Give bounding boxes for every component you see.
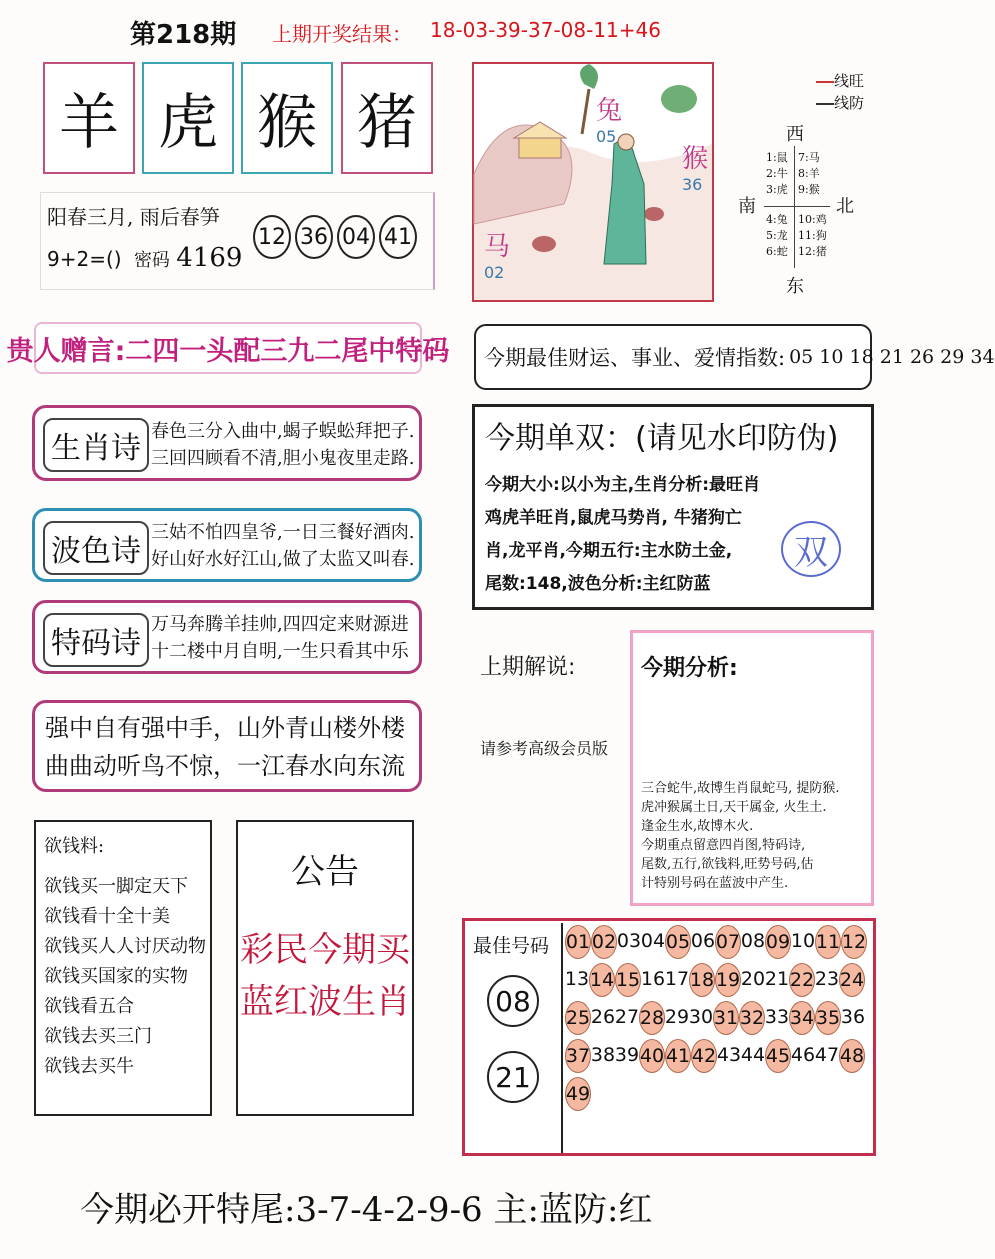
shrub-shape: [644, 207, 664, 221]
compass-cell: 7:马: [798, 151, 820, 164]
wave-poem-box: [32, 508, 422, 582]
oddeven-line: 今期大小:以小为主,生肖分析:最旺肖: [485, 475, 761, 495]
legend-down-text: 线防: [834, 94, 865, 112]
money-title: 欲钱料:: [44, 836, 105, 857]
grid-number: 01: [565, 925, 591, 959]
grid-number: 40: [639, 1039, 665, 1073]
zodiac-poem-tag: 生肖诗: [43, 418, 149, 472]
grid-number: 45: [765, 1039, 791, 1073]
grid-number: 36: [840, 1006, 866, 1028]
best-numbers-box: [462, 918, 876, 1156]
picture-number: 05: [596, 127, 617, 146]
zodiac-picture: [472, 62, 714, 302]
grid-number: 29: [664, 1006, 690, 1028]
grid-number: 05: [665, 925, 691, 959]
picture-zodiac: 猴: [682, 144, 709, 174]
poem-line: 春色三分入曲中,蝎子蜈蚣拜把子.: [151, 421, 415, 442]
index-numbers: 05 10 18 21 26 29 34: [789, 346, 995, 368]
grid-number: 37: [565, 1039, 591, 1073]
notice-line: 彩民今期买: [240, 930, 410, 970]
number-grid: [561, 923, 873, 1153]
best-pick-1: [487, 975, 539, 1027]
riddle-number: 36: [295, 215, 333, 259]
zodiac-poem-box: [32, 405, 422, 481]
compass-cell: 4:兔: [766, 213, 788, 226]
grid-number: 24: [839, 963, 865, 997]
shrub-shape: [661, 85, 697, 113]
grid-number: 43: [716, 1044, 742, 1066]
grid-number: 33: [764, 1006, 790, 1028]
footer-special-tail: 今期必开特尾:3-7-4-2-9-6 主:蓝防:红: [80, 1190, 653, 1230]
money-item: 欲钱看十全十美: [44, 906, 170, 927]
analysis-line: 三合蛇牛,故博生肖鼠蛇马, 提防猴.: [641, 781, 840, 796]
legend-up: [816, 70, 864, 91]
period-title: 第218期: [130, 20, 237, 50]
best-pick-value: 08: [495, 984, 531, 1018]
grid-number: 42: [691, 1039, 717, 1073]
compass-panel: [730, 70, 880, 300]
analysis-line: 尾数,五行,欲钱料,旺势号码,估: [641, 857, 814, 872]
oddeven-title: 今期单双：(请见水印防伪): [485, 421, 839, 456]
grid-number: 20: [740, 968, 766, 990]
best-pick-value: 21: [495, 1060, 531, 1094]
last-analysis-title: 上期解说:: [480, 655, 576, 680]
grid-number: 22: [789, 963, 815, 997]
special-poem-tag: 特码诗: [43, 613, 149, 667]
picture-zodiac: 马: [484, 232, 511, 262]
last-analysis-note: 请参考高级会员版: [480, 739, 609, 758]
zodiac-poem-text: [151, 418, 414, 472]
legend-up-text: 线旺: [834, 72, 865, 90]
grid-number: 16: [640, 968, 666, 990]
password-label: 密码: [133, 250, 170, 271]
poem-line: 万马奔腾羊挂帅,四四定来财源进: [151, 614, 409, 635]
grid-number: 02: [591, 925, 617, 959]
grid-number: 27: [614, 1006, 640, 1028]
grid-number: 17: [664, 968, 690, 990]
couplet-box: [32, 700, 422, 792]
poem-line: 十二楼中月自明,一生只看其中乐: [151, 641, 409, 662]
compass-cell: 5:龙: [766, 229, 788, 242]
current-analysis-title: 今期分析:: [641, 656, 738, 681]
grid-number: 39: [614, 1044, 640, 1066]
grid-number: 23: [814, 968, 840, 990]
watermark-text: 双: [794, 532, 828, 573]
grid-number: 31: [713, 1001, 739, 1035]
riddle-line2: [47, 243, 242, 273]
money-item: 欲钱买国家的实物: [44, 966, 188, 987]
grid-number: 46: [790, 1044, 816, 1066]
compass-south: 南: [738, 196, 756, 217]
riddle-equation: 9+2=(): [47, 247, 122, 271]
compass-cell: 11:狗: [798, 229, 827, 242]
grid-number: 10: [790, 930, 816, 952]
grid-number: 06: [690, 930, 716, 952]
analysis-line: 虎冲猴属土日,天干属金, 火生土.: [641, 800, 827, 815]
compass-cell: 3:虎: [766, 183, 788, 196]
oddeven-box: [472, 404, 874, 610]
password-value: 4169: [176, 243, 243, 273]
riddle-panel: [40, 192, 435, 290]
shrub-shape: [532, 236, 556, 252]
notice-line: 蓝红波生肖: [240, 982, 410, 1022]
grid-number: 41: [665, 1039, 691, 1073]
compass-cell: 10:鸡: [798, 213, 827, 226]
last-result-value: 18-03-39-37-08-11+46: [430, 18, 661, 42]
compass-cell: 8:羊: [798, 167, 820, 180]
money-box: [34, 820, 212, 1116]
compass-bottom-left: [766, 212, 788, 260]
grid-number: 44: [740, 1044, 766, 1066]
poem-line: 三回四顾看不清,胆小鬼夜里走路.: [151, 448, 415, 469]
tree-shape: [580, 64, 598, 89]
grid-number: 28: [639, 1001, 665, 1035]
picture-label-rabbit: [596, 90, 622, 146]
grid-number: 18: [689, 963, 715, 997]
wave-poem-tag: 波色诗: [43, 521, 149, 575]
special-poem-text: [151, 611, 409, 665]
picture-zodiac: 兔: [596, 96, 623, 126]
grid-number: 32: [739, 1001, 765, 1035]
wave-poem-text: [151, 519, 414, 573]
zodiac-box-3: 猴: [241, 62, 333, 174]
notice-box: [236, 820, 414, 1116]
grid-number: 09: [765, 925, 791, 959]
notice-title: 公告: [291, 852, 359, 892]
best-numbers-label: 最佳号码: [473, 935, 550, 957]
grid-number: 19: [715, 963, 741, 997]
grid-number: 07: [715, 925, 741, 959]
zodiac-box-4: 猪: [341, 62, 433, 174]
grid-number: 08: [740, 930, 766, 952]
oddeven-line: 肖,龙平肖,今期五行:主水防土金,: [485, 541, 733, 561]
money-item: 欲钱去买三门: [44, 1026, 152, 1047]
oddeven-line: 鸡虎羊旺肖,鼠虎马势肖, 牛猪狗亡: [485, 508, 742, 528]
compass-west: 西: [786, 124, 804, 145]
legend-down: [816, 92, 864, 113]
grid-number: 49: [565, 1077, 591, 1111]
money-item: 欲钱买一脚定天下: [44, 876, 188, 897]
riddle-number: 12: [253, 215, 291, 259]
grid-number: 30: [688, 1006, 714, 1028]
money-item: 欲钱看五合: [44, 996, 134, 1017]
grid-number: 26: [590, 1006, 616, 1028]
couplet-line: 曲曲动听鸟不惊，一江春水向东流: [45, 752, 405, 780]
poem-line: 好山好水好江山,做了太监又叫春.: [151, 549, 415, 570]
grid-number: 14: [589, 963, 615, 997]
picture-number: 36: [682, 175, 703, 194]
picture-label-monkey: [682, 138, 708, 194]
grid-number: 48: [839, 1039, 865, 1073]
oddeven-watermark: [781, 521, 841, 577]
compass-horizontal-line: [764, 206, 830, 207]
grid-number: 04: [640, 930, 666, 952]
grid-number: 35: [815, 1001, 841, 1035]
riddle-numbers: [253, 215, 421, 259]
analysis-line: 计特别号码在蓝波中产生.: [641, 876, 789, 891]
grid-number: 38: [590, 1044, 616, 1066]
grid-number: 34: [789, 1001, 815, 1035]
index-label: 今期最佳财运、事业、爱情指数:: [484, 346, 786, 370]
index-box: [474, 324, 995, 390]
grid-number: 13: [564, 968, 590, 990]
last-result-label: 上期开奖结果：: [272, 22, 412, 46]
compass-top-left: [766, 150, 788, 198]
compass-cell: 9:猴: [798, 183, 820, 196]
compass-east: 东: [786, 276, 804, 297]
compass-cell: 12:猪: [798, 245, 827, 258]
compass-north: 北: [836, 196, 854, 217]
grid-number: 15: [615, 963, 641, 997]
picture-label-horse: [484, 226, 510, 282]
analysis-line: 逢金生水,故博木火.: [641, 819, 754, 834]
grid-number: 25: [565, 1001, 591, 1035]
riddle-number: 04: [337, 215, 375, 259]
grid-number: 21: [764, 968, 790, 990]
grid-number: 47: [814, 1044, 840, 1066]
current-analysis-body: [641, 779, 840, 893]
oddeven-body: [485, 469, 760, 601]
couplet-line: 强中自有强中手，山外青山楼外楼: [45, 714, 405, 742]
compass-top-right: [798, 150, 820, 198]
compass-bottom-right: [798, 212, 827, 260]
noble-banner: [6, 322, 450, 374]
riddle-number: 41: [379, 215, 417, 259]
grid-number: 11: [815, 925, 841, 959]
compass-cell: 6:蛇: [766, 245, 788, 258]
riddle-line1: 阳春三月, 雨后春笋: [47, 205, 220, 229]
grid-number: 12: [841, 925, 867, 959]
noble-banner-text: 贵人赠言:二四一头配三九二尾中特码: [6, 335, 450, 367]
analysis-line: 今期重点留意四肖图,特码诗,: [641, 838, 806, 853]
oddeven-line: 尾数:148,波色分析:主红防蓝: [485, 574, 711, 594]
compass-vertical-line: [794, 146, 795, 268]
special-poem-box: [32, 600, 422, 674]
poem-line: 三姑不怕四皇爷,一日三餐好酒肉.: [151, 522, 415, 543]
compass-cell: 1:鼠: [766, 151, 788, 164]
current-analysis-box: [630, 630, 874, 906]
money-item: 欲钱去买牛: [44, 1056, 134, 1077]
compass-cell: 2:牛: [766, 167, 788, 180]
money-item: 欲钱买人人讨厌动物: [44, 936, 206, 957]
grid-number: 03: [616, 930, 642, 952]
house-shape: [519, 136, 561, 158]
zodiac-box-1: 羊: [43, 62, 135, 174]
best-pick-2: [487, 1051, 539, 1103]
zodiac-box-2: 虎: [142, 62, 234, 174]
picture-number: 02: [484, 263, 505, 282]
